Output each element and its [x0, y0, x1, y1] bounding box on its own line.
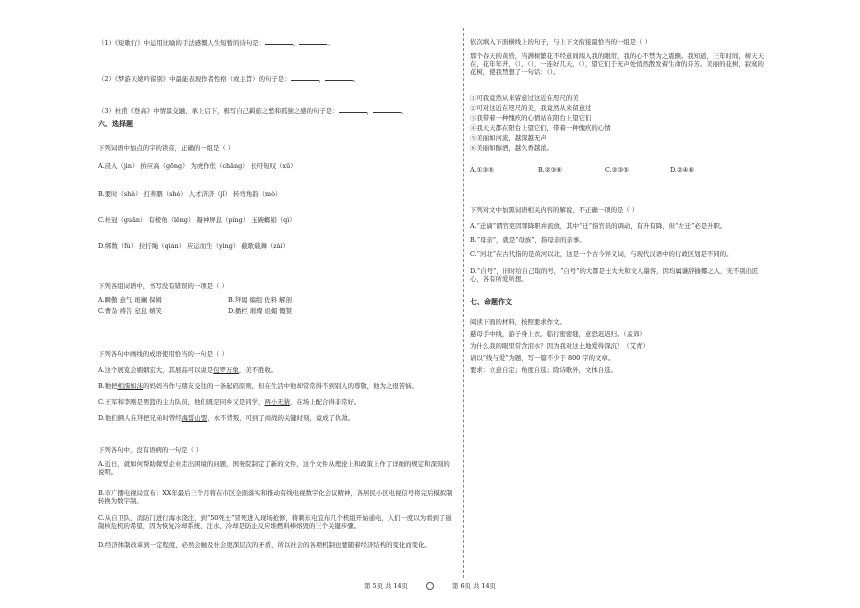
- q2-stem: 下列各组词语中，书写没有错误的一项是（ ）: [98, 282, 228, 290]
- essay-line-3: 请以“线与爱”为题，写一篇不少于 800 字的文章。: [470, 354, 615, 362]
- q5-item-5: ⑤美丽如河流，越深越无声: [470, 134, 547, 142]
- q5-option-b: B.②③⑥: [538, 166, 562, 174]
- q4-option-b: B.市广播电视局宣布：XX年最后三个月将在市区全面落实和推动有线电视数字化会议精神，各居民小区电视信号将完后模拟制转换为数字制。: [98, 489, 453, 505]
- q2-option-c: C.曹杂 祷告 窒息 嬉笑: [98, 307, 162, 315]
- q2-option-b: B.拜谒 编组 佐料 解剖: [228, 296, 292, 304]
- q5-option-d: D.②④⑥: [670, 166, 695, 174]
- q4-option-d: D.经济体制改革到一定程度，必然会触及社会更深层次的矛盾，所以社会的各项机制也要随着经济结构的变化而变化。: [98, 541, 431, 549]
- q5-item-1: ①可我竟然从来留意过这近在咫尺的美: [470, 94, 579, 102]
- q1-stem: 下列词语中加点的字的读音，正确的一组是（ ）: [98, 144, 235, 152]
- q6-option-a: A.“迁谪”谓官吏因罪降职并流放，其中“迁”指官员的调动，有升有降，但“左迁”必是升职。: [470, 222, 727, 230]
- q6-option-b: B.“母亲”，就是“母族”，指母亲的亲事。: [470, 236, 586, 244]
- q5-passage: 那个春天的黄昏，当满树繁花不经意间闯入我的眼帘，我的心不禁为之震颤。我知道，三年时间，树天天在，花年年开，（），（），一连好几天，（），望它们于无声处悄然散发着生命的芬芳。美丽的花树，寂寞的花树，使我禁想了一句话：（）。: [470, 52, 764, 76]
- q6-option-c: C.“河北”在古代指的是黄河以北，这是一个古今异义词，与现代汉语中的行政区划是不同的。: [470, 250, 733, 258]
- q2-option-a: A.瞬傲 意气 斑斓 保姆: [98, 296, 162, 304]
- fill-question-2: （2）《梦游天姥吟留别》中最能表现作者性格（或主旨）的句子是： ， 。: [98, 75, 360, 83]
- q3-option-d: D.他们俩人在拜把兄弟时曾经海誓山盟，永不背叛，可到了商战的关键时刻，竟成了仇敌。: [98, 414, 355, 422]
- q4-option-a: A.近日，就如何帮助微型企业走出困境的问题，国务院制定了新的文件，这个文件从理论上和政策上作了详细的规定和深刻的说明。: [98, 460, 450, 476]
- q3-option-c: C.王军和李刚是男篮的主力队员，他们既是同乡又是同学，两小无猜，在场上配合得非常好。: [98, 398, 361, 406]
- q5-option-a: A.①③⑤: [470, 166, 494, 174]
- essay-line-1: 慈母手中线，游子身上衣。临行密密缝，意恐迟迟归。（孟郊）: [470, 330, 646, 338]
- q1-option-a: A.浸入（jìn） 拚应高（gōng） 为虎作伥（chāng） 长吁短叹（xū）: [98, 162, 297, 170]
- essay-line-4: 要求：立意自定；角度自选；除诗歌外，文体自选。: [470, 366, 617, 374]
- q2-option-d: D.播栏 璀璨 谄媚 慨赞: [228, 307, 293, 315]
- q5-item-6: ⑥美丽如醇酒，越久香越浓。: [470, 144, 554, 152]
- right-page-number: 第 6页 共 14页: [452, 582, 496, 590]
- page-footer: [0, 581, 860, 590]
- fill-question-1: （1）《短歌行》中运用比喻的手法感慨人生短暂的诗句是： ， 。: [98, 39, 334, 47]
- q4-stem: 下列各句中，没有语病的一句是（ ）: [98, 446, 203, 454]
- left-page-number: 第 5页 共 14页: [364, 582, 408, 590]
- q3-option-a: A.这个展览会姻姻宏大，其展品可以说是包罗万象，美不胜收。: [98, 366, 278, 374]
- fill-question-3: （3）杜甫《登高》中情景交融、承上启下，极写自己羁旅之愁和孤独之感的句子是： ， 。: [98, 107, 408, 115]
- q6-option-d: D.“自号”，旧时给自己取的号，“自号”的大都是士大夫和文人墨客，因均属谦辞揄揶之人，无不别出匠心，各有所爱所想。: [470, 267, 759, 283]
- binding-hole-icon: [426, 582, 434, 590]
- q1-option-c: C.杜冠（guān） 有棱角（lēng） 凝神屏息（píng） 玉碗螂娟（qì）: [98, 216, 296, 224]
- section-heading-6: 六、选择题: [98, 119, 133, 128]
- q5-option-c: C.②③⑤: [605, 166, 629, 174]
- q5-item-4: ④我天天都在阳台上望它们，带着一种愧疚的心情: [470, 124, 611, 132]
- essay-line-2: 为什么我的眼里常含泪水？因为我对这土地爱得深沉！（艾青）: [470, 342, 649, 350]
- essay-intro: 阅读下面的材料，按照要求作文。: [470, 318, 566, 326]
- q3-option-b: B.牠把相濡如沫的妈妈当作与朋友交往的一条起码原则，但在生活中他却常常得不到别人的尊敬，他为之很苦恼。: [98, 382, 418, 390]
- q6-stem: 下列对文中加黑词语相关内容的解说，不正确一项的是（ ）: [470, 206, 639, 214]
- q5-stem: 依次填入下面横线上的句子，与上下文衔接最恰当的一组是（ ）: [470, 38, 651, 46]
- q3-stem: 下列各句中画线的成语使用恰当的一句是（ ）: [98, 350, 228, 358]
- center-divider: [463, 28, 464, 578]
- q4-option-c: C.从自卫队、消防门进行海水浇注，到“50死士”冒死进入现场抢修，将刺东电宜布几个机组开始通电，人们一度以为看到了遏制核危机的希望，因为恢复冷却系统、注水、冷却是防止反应堆燃料棒熔毁的三个关键步骤。: [98, 514, 452, 530]
- section-heading-7: 七、命题作文: [470, 297, 512, 306]
- q5-item-2: ②可对这近在咫尺的美，我竟然从来留意过: [470, 104, 592, 112]
- q5-item-3: ③我带着一种愧疚的心情站在阳台上望它们: [470, 114, 592, 122]
- q1-option-b: B.要时（shà） 打荞胭（shé） 人才济济（jǐ） 转弯角韵（mò）: [98, 190, 282, 198]
- q1-option-d: D.绑数（fù） 拉拧绳（qián） 应运而生（yìng） 截歌载舞（zài）: [98, 242, 289, 250]
